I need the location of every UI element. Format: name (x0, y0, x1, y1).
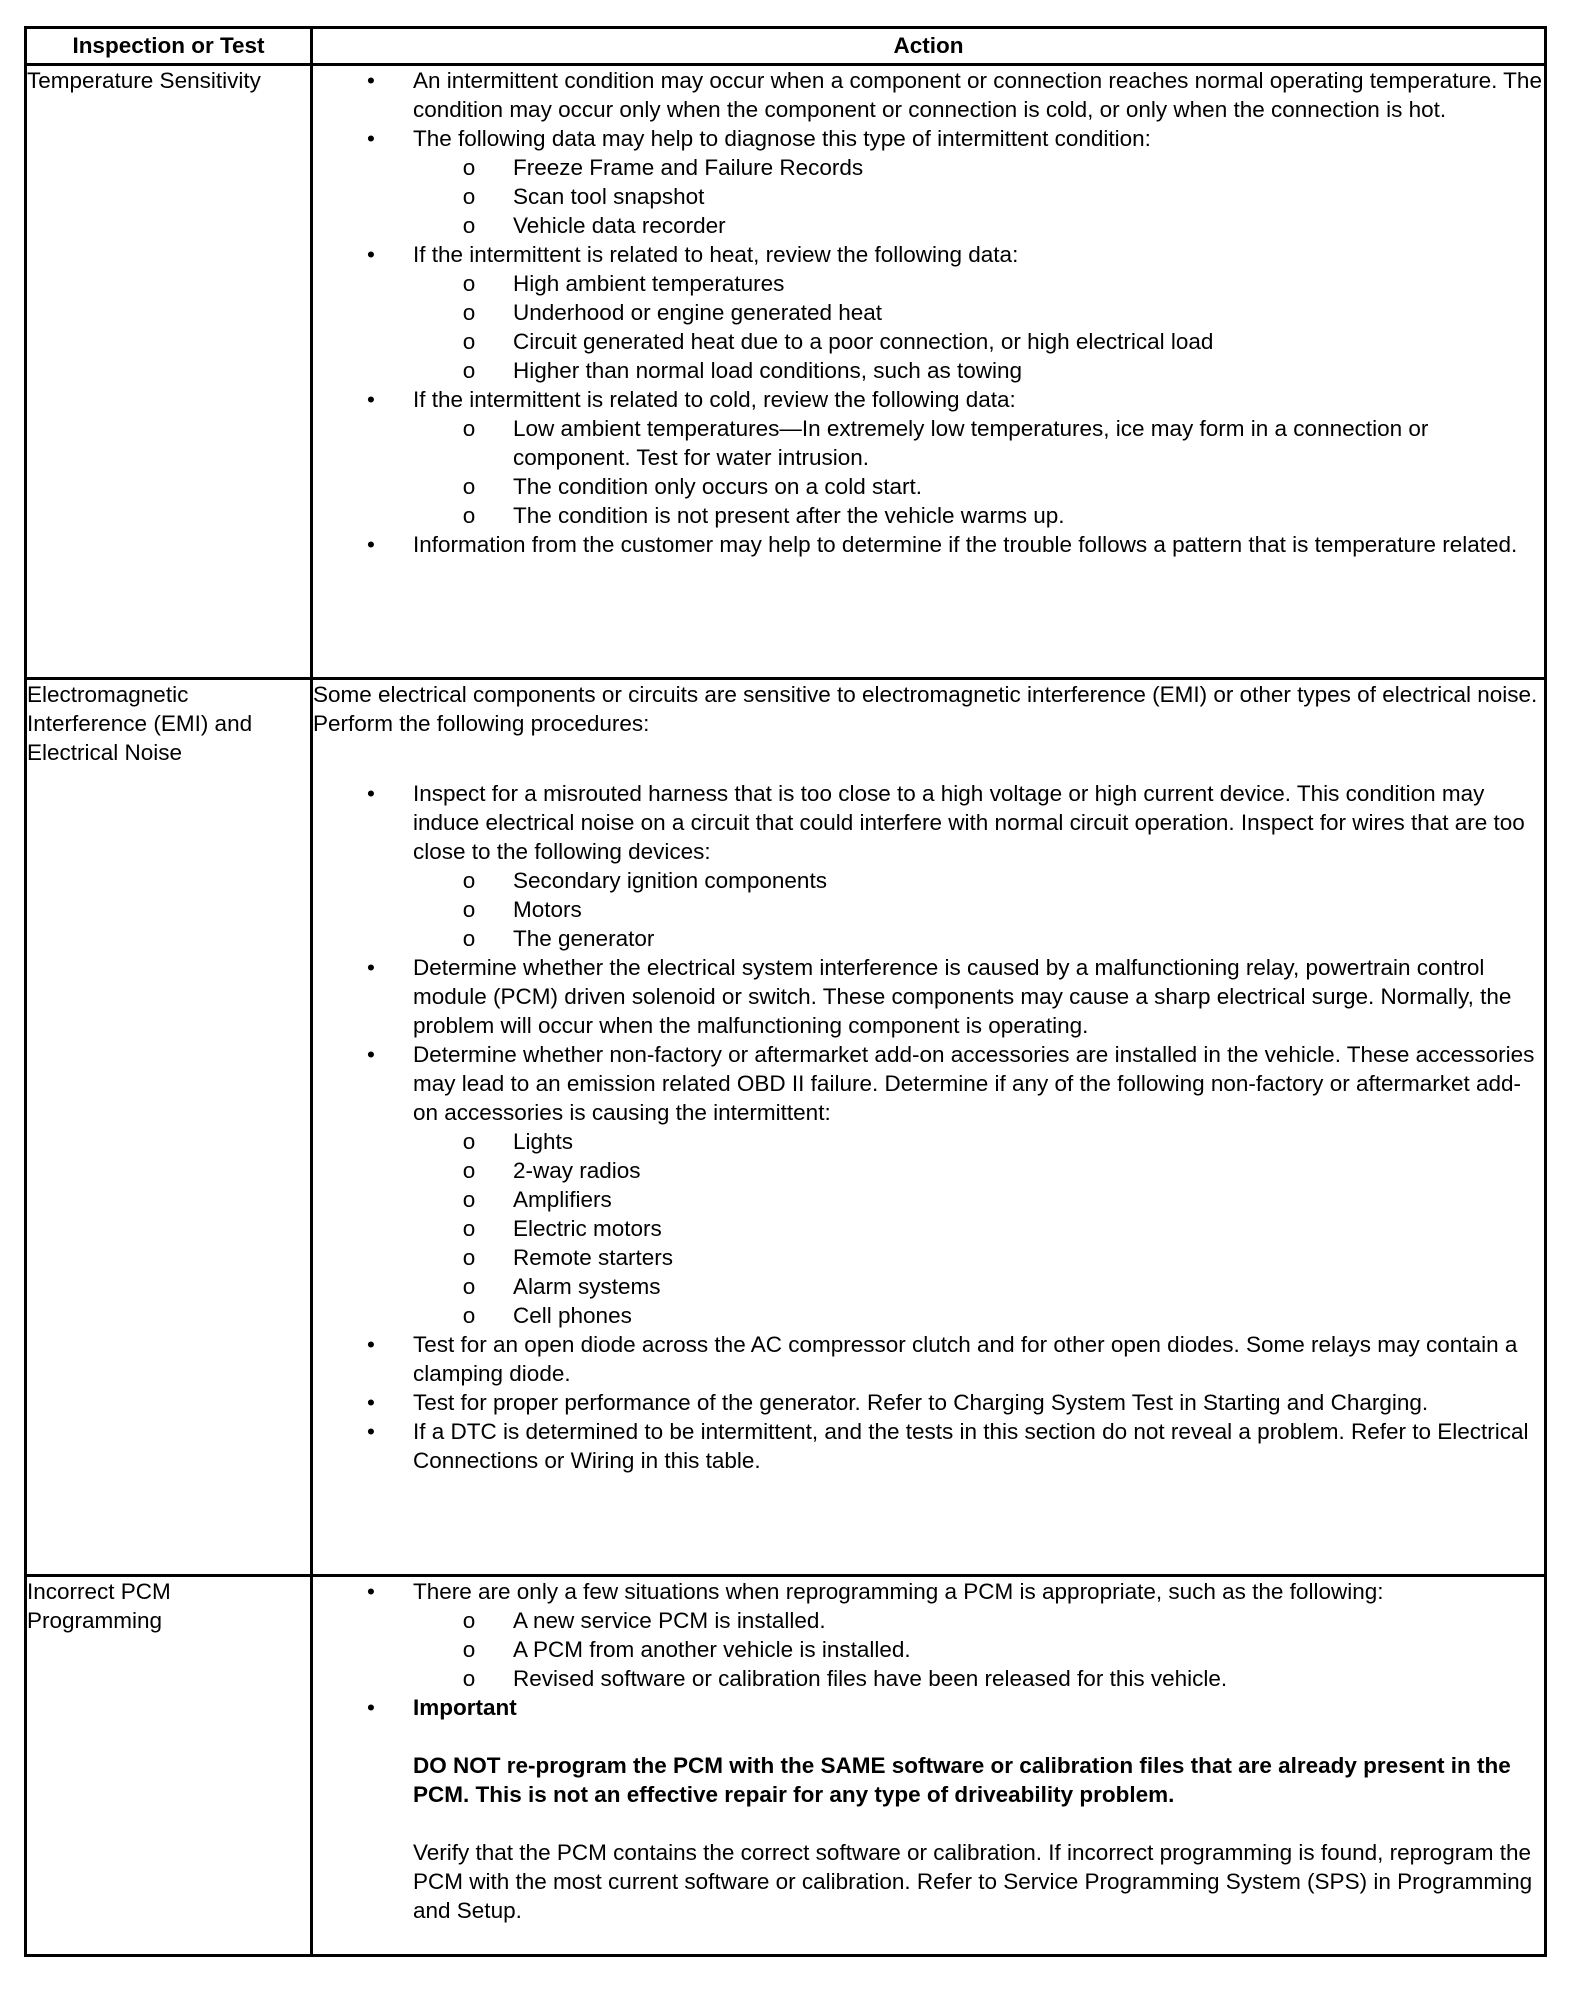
sub-item (413, 1635, 1544, 1664)
sub-item (413, 153, 1544, 182)
list-item (313, 385, 1544, 530)
sub-text: Revised software or calibration files have been released for this vehicle. (513, 1666, 1228, 1691)
sub-text: Underhood or engine generated heat (513, 300, 883, 325)
sub-text: Alarm systems (513, 1274, 661, 1299)
sub-item (413, 211, 1544, 240)
table-row (26, 1576, 1546, 1956)
sub-item (413, 1127, 1544, 1156)
bullet-glyph: • (367, 1390, 375, 1415)
intro-text: Some electrical components or circuits are sensitive to electromagnetic interference (EMI) or other types of electrical noise. Perform the following procedures: (313, 682, 1538, 736)
sub-item (413, 182, 1544, 211)
table-row (26, 65, 1546, 679)
important-note: Verify that the PCM contains the correct software or calibration. If incorrect programming is found, reprogram the PCM with the most current software or calibration. Refer to Service Programming System (SPS) in Programming and Setup. (413, 1840, 1533, 1923)
header-action: Action (312, 28, 1546, 65)
sub-item (413, 298, 1544, 327)
sub-list (413, 153, 1544, 240)
sub-list (413, 414, 1544, 530)
sub-list (413, 269, 1544, 385)
sub-text: Higher than normal load conditions, such as towing (513, 358, 1023, 383)
row-test-name: Incorrect PCM Programming (26, 1576, 312, 1956)
page (24, 26, 1544, 1957)
spacer (413, 1809, 1544, 1838)
sub-text: Secondary ignition components (513, 868, 827, 893)
list-item (313, 530, 1544, 559)
sub-glyph: o (462, 474, 476, 499)
sub-item (413, 1664, 1544, 1693)
sub-glyph: o (462, 184, 476, 209)
list-item (313, 953, 1544, 1040)
sub-glyph: o (462, 897, 476, 922)
sub-glyph: o (462, 329, 476, 354)
header-inspection-or-test: Inspection or Test (26, 28, 312, 65)
bullet-list (313, 779, 1544, 1475)
bullet-text: If the intermittent is related to heat, review the following data: (413, 242, 1019, 267)
list-item (313, 124, 1544, 240)
bullet-text: An intermittent condition may occur when a component or connection reaches normal operating temperature. The condition may occur only when the component or connection is cold, or only when the connection is hot. (413, 68, 1542, 122)
sub-text: Electric motors (513, 1216, 662, 1241)
inspection-table (24, 26, 1547, 1957)
sub-glyph: o (462, 213, 476, 238)
header-row (26, 28, 1546, 65)
sub-item (413, 414, 1544, 472)
sub-text: The generator (513, 926, 655, 951)
sub-glyph: o (462, 1637, 476, 1662)
sub-text: The condition only occurs on a cold start. (513, 474, 922, 499)
sub-text: A new service PCM is installed. (513, 1608, 826, 1633)
sub-item (413, 924, 1544, 953)
sub-glyph: o (462, 1274, 476, 1299)
bullet-text: The following data may help to diagnose this type of intermittent condition: (413, 126, 1151, 151)
sub-glyph: o (462, 926, 476, 951)
row-test-name: Electromagnetic Interference (EMI) and Electrical Noise (26, 679, 312, 1576)
sub-item (413, 895, 1544, 924)
bullet-list (313, 1577, 1544, 1925)
important-label: Important (413, 1695, 517, 1720)
bullet-glyph: • (367, 1332, 375, 1357)
bullet-text: Test for an open diode across the AC compressor clutch and for other open diodes. Some relays may contain a clamping diode. (413, 1332, 1518, 1386)
sub-text: Lights (513, 1129, 574, 1154)
bullet-text: There are only a few situations when reprogramming a PCM is appropriate, such as the following: (413, 1579, 1384, 1604)
sub-text: High ambient temperatures (513, 271, 785, 296)
bullet-text: Test for proper performance of the generator. Refer to Charging System Test in Starting and Charging. (413, 1390, 1429, 1415)
bullet-glyph: • (367, 1042, 375, 1067)
bullet-glyph: • (367, 387, 375, 412)
row-action (312, 679, 1546, 1576)
bullet-text: Information from the customer may help to determine if the trouble follows a pattern that is temperature related. (413, 532, 1518, 557)
list-item (313, 1693, 1544, 1925)
sub-item (413, 1606, 1544, 1635)
sub-glyph: o (462, 1129, 476, 1154)
sub-item (413, 866, 1544, 895)
sub-text: Vehicle data recorder (513, 213, 726, 238)
bullet-text: If a DTC is determined to be intermittent, and the tests in this section do not reveal a problem. Refer to Electrical Connections or Wiring in this table. (413, 1419, 1529, 1473)
sub-text: A PCM from another vehicle is installed. (513, 1637, 911, 1662)
list-item (313, 1388, 1544, 1417)
row-action (312, 65, 1546, 679)
sub-item (413, 269, 1544, 298)
sub-item (413, 1185, 1544, 1214)
bullet-glyph: • (367, 242, 375, 267)
sub-list (413, 1606, 1544, 1693)
sub-text: Amplifiers (513, 1187, 612, 1212)
list-item (313, 1040, 1544, 1330)
bullet-text: Inspect for a misrouted harness that is too close to a high voltage or high current device. This condition may induce electrical noise on a circuit that could interfere with normal circuit operation. Inspect for wires that are too close to the following devices: (413, 781, 1525, 864)
bullet-text: Determine whether non-factory or aftermarket add-on accessories are installed in the vehicle. These accessories may lead to an emission related OBD II failure. Determine if any of the following non-factory or aftermarket add-on accessories is causing the intermittent: (413, 1042, 1535, 1125)
sub-item (413, 1243, 1544, 1272)
bullet-glyph: • (367, 1419, 375, 1444)
bullet-glyph: • (367, 68, 375, 93)
sub-item (413, 1156, 1544, 1185)
sub-glyph: o (462, 155, 476, 180)
sub-item (413, 1214, 1544, 1243)
bullet-glyph: • (367, 781, 375, 806)
spacer (313, 767, 1544, 779)
sub-glyph: o (462, 271, 476, 296)
bullet-glyph: • (367, 532, 375, 557)
sub-text: Circuit generated heat due to a poor connection, or high electrical load (513, 329, 1214, 354)
bullet-glyph: • (367, 955, 375, 980)
sub-list (413, 1127, 1544, 1330)
list-item (313, 1330, 1544, 1388)
sub-glyph: o (462, 358, 476, 383)
sub-item (413, 472, 1544, 501)
bullet-glyph: • (367, 1695, 375, 1720)
bullet-list (313, 66, 1544, 559)
sub-text: Freeze Frame and Failure Records (513, 155, 864, 180)
sub-item (413, 1301, 1544, 1330)
sub-text: 2-way radios (513, 1158, 641, 1183)
sub-glyph: o (462, 868, 476, 893)
sub-glyph: o (462, 1245, 476, 1270)
list-item (313, 1577, 1544, 1693)
sub-glyph: o (462, 1666, 476, 1691)
sub-glyph: o (462, 416, 476, 441)
sub-text: Low ambient temperatures—In extremely low temperatures, ice may form in a connection or component. Test for water intrusion. (513, 416, 1429, 470)
list-item (313, 66, 1544, 124)
list-item (313, 1417, 1544, 1475)
sub-text: Cell phones (513, 1303, 632, 1328)
list-item (313, 240, 1544, 385)
important-warning: DO NOT re-program the PCM with the SAME software or calibration files that are already present in the PCM. This is not an effective repair for any type of driveability problem. (413, 1753, 1511, 1807)
table-row (26, 679, 1546, 1576)
list-item (313, 779, 1544, 953)
bullet-text: If the intermittent is related to cold, review the following data: (413, 387, 1016, 412)
sub-text: Remote starters (513, 1245, 674, 1270)
bullet-glyph: • (367, 1579, 375, 1604)
spacer (313, 738, 1544, 767)
sub-text: Scan tool snapshot (513, 184, 705, 209)
sub-item (413, 501, 1544, 530)
row-action (312, 1576, 1546, 1956)
sub-glyph: o (462, 1608, 476, 1633)
sub-text: The condition is not present after the vehicle warms up. (513, 503, 1065, 528)
sub-item (413, 356, 1544, 385)
sub-glyph: o (462, 1187, 476, 1212)
sub-text: Motors (513, 897, 582, 922)
sub-glyph: o (462, 503, 476, 528)
sub-glyph: o (462, 1216, 476, 1241)
spacer (413, 1722, 1544, 1751)
sub-glyph: o (462, 1158, 476, 1183)
bullet-text: Determine whether the electrical system interference is caused by a malfunctioning relay, powertrain control module (PCM) driven solenoid or switch. These components may cause a sharp electrical surge. Normally, the problem will occur when the malfunctioning component is operating. (413, 955, 1512, 1038)
sub-glyph: o (462, 1303, 476, 1328)
bullet-glyph: • (367, 126, 375, 151)
sub-glyph: o (462, 300, 476, 325)
row-test-name: Temperature Sensitivity (26, 65, 312, 679)
sub-item (413, 1272, 1544, 1301)
sub-list (413, 866, 1544, 953)
sub-item (413, 327, 1544, 356)
